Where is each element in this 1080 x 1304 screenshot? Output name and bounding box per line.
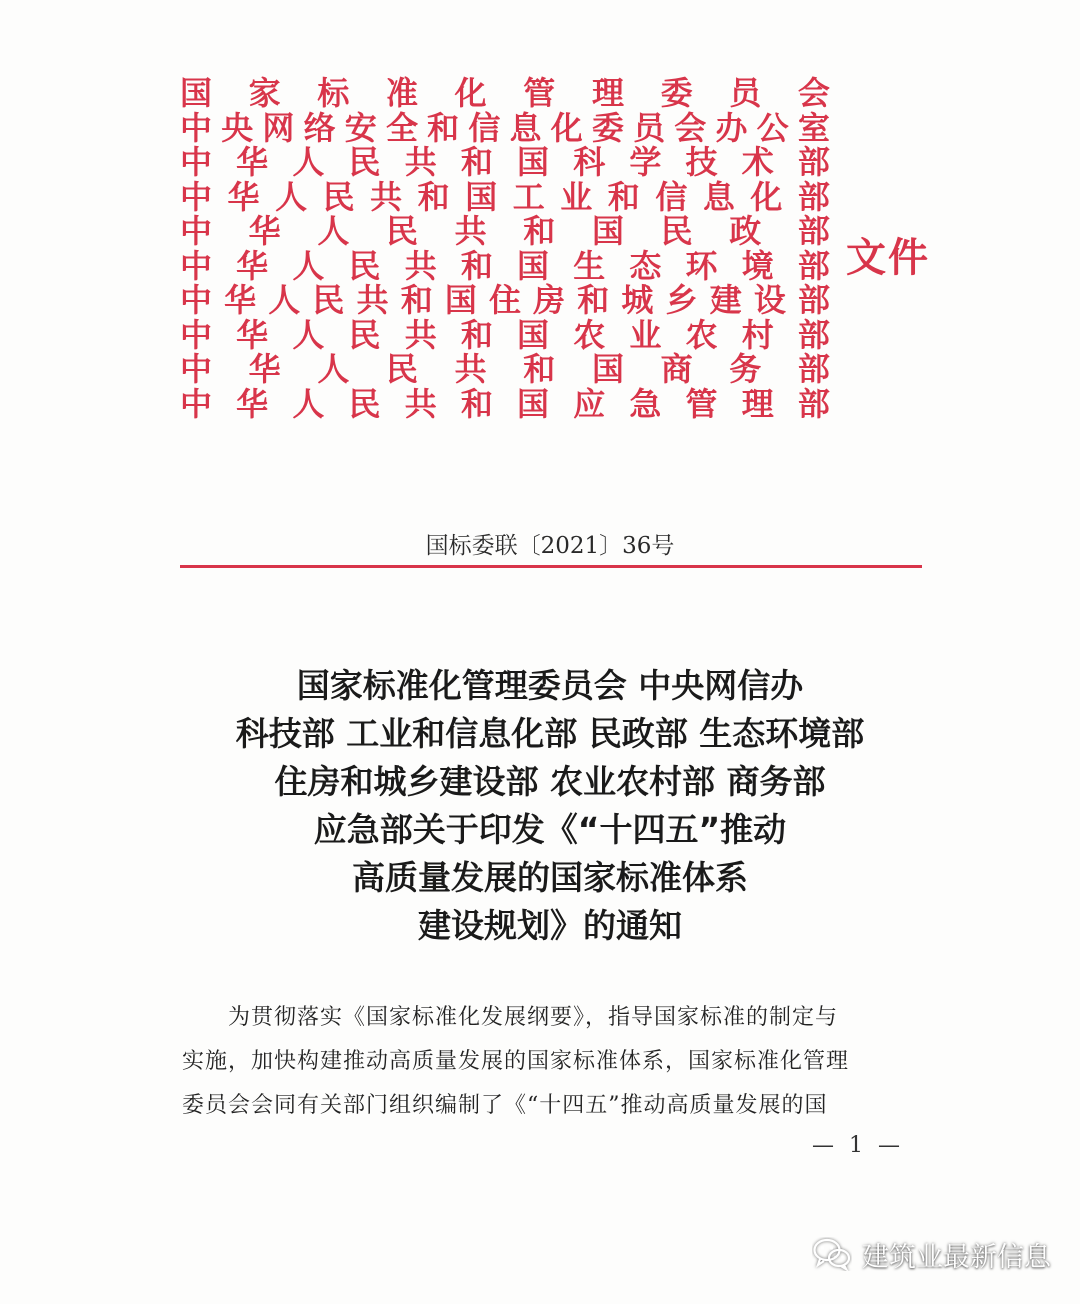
title-line: 高质量发展的国家标准体系 bbox=[352, 858, 748, 897]
title-line: 国家标准化管理委员会 中央网信办 bbox=[296, 666, 804, 705]
page-number: — 1 — bbox=[812, 1133, 904, 1158]
title-line: 科技部 工业和信息化部 民政部 生态环境部 bbox=[235, 714, 865, 753]
body-paragraph bbox=[182, 996, 942, 1128]
issuer-line: 中 华 人 民 共 和 国 生 态 环 境 部 bbox=[180, 246, 830, 285]
wechat-icon bbox=[812, 1237, 852, 1271]
document-suffix: 文件 bbox=[846, 234, 930, 281]
issuer-line: 中 华 人 民 共 和 国 民 政 部 bbox=[180, 212, 830, 250]
red-divider bbox=[180, 565, 922, 568]
issuer-line: 中 华 人 民 共 和 国 商 务 部 bbox=[180, 350, 830, 388]
issuer-line: 中 华 人 民 共 和 国 应 急 管 理 部 bbox=[180, 384, 830, 423]
issuer-line: 中 华 人 民 共 和 国 农 业 农 村 部 bbox=[180, 315, 830, 354]
issuer-list bbox=[180, 76, 830, 421]
body-line: 委员会会同有关部门组织编制了《“十四五”推动高质量发展的国 bbox=[182, 1093, 828, 1118]
issuer-line: 中 华 人 民 共 和 国 科 学 技 术 部 bbox=[180, 143, 830, 181]
issuer-line: 国 家 标 准 化 管 理 委 员 会 bbox=[180, 74, 830, 112]
document-number: 国标委联〔2021〕36号 bbox=[425, 533, 675, 559]
title-line: 应急部关于印发《“十四五”推动 bbox=[313, 810, 787, 849]
watermark-text: 建筑业最新信息 bbox=[862, 1241, 1051, 1273]
document-title bbox=[160, 662, 940, 950]
body-line: 实施，加快构建推动高质量发展的国家标准体系，国家标准化管理 bbox=[182, 1049, 850, 1074]
body-line: 为贯彻落实《国家标准化发展纲要》，指导国家标准的制定与 bbox=[182, 1005, 839, 1030]
issuer-line: 中 华 人 民 共 和 国 工 业 和 信 息 化 部 bbox=[180, 177, 830, 216]
wechat-watermark bbox=[812, 1232, 1051, 1276]
issuer-line: 中 央 网 络 安 全 和 信 息 化 委 员 会 办 公 室 bbox=[180, 108, 830, 147]
title-line: 建设规划》的通知 bbox=[418, 906, 682, 945]
issuer-line: 中 华 人 民 共 和 国 住 房 和 城 乡 建 设 部 bbox=[180, 281, 830, 319]
title-line: 住房和城乡建设部 农业农村部 商务部 bbox=[274, 762, 826, 801]
